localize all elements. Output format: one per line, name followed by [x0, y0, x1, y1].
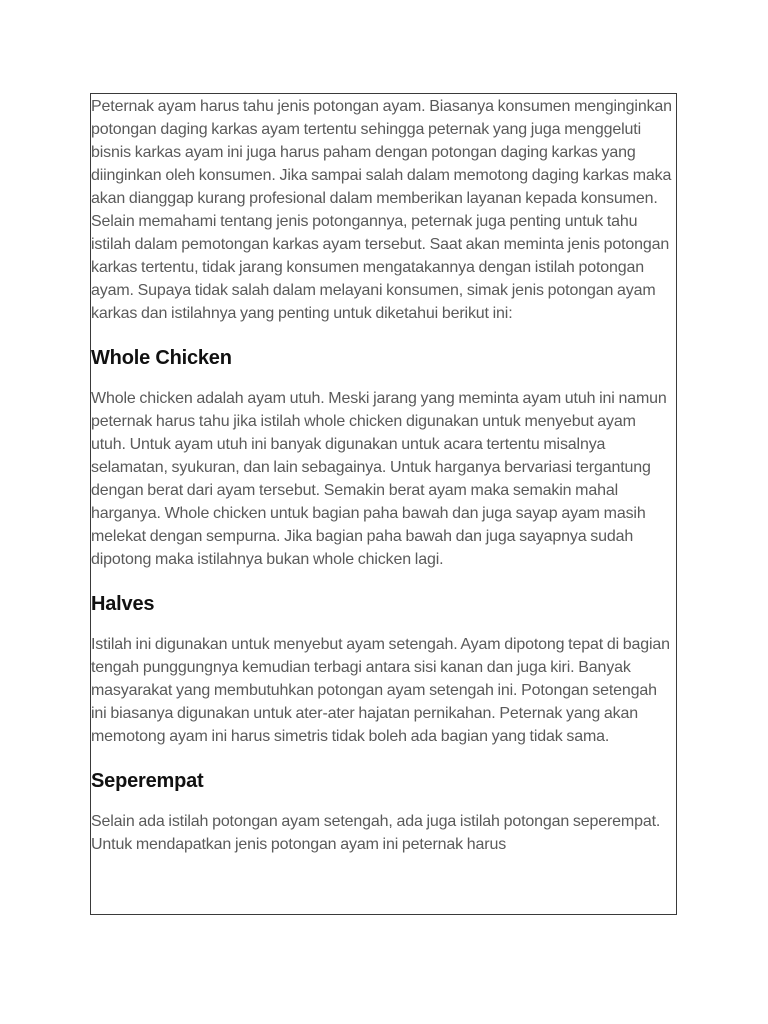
section-body-whole-chicken: Whole chicken adalah ayam utuh. Meski jarang yang meminta ayam utuh ini namun peternak harus tahu jika istilah whole chicken digunakan untuk menyebut ayam utuh. Untuk ayam utuh ini banyak digunakan untuk acara tertentu misalnya selamatan, syukuran, dan lain sebagainya. Untuk harganya bervariasi tergantung dengan berat dari ayam tersebut. Semakin berat ayam maka semakin mahal harganya. Whole chicken untuk bagian paha bawah dan juga sayap ayam masih melekat dengan sempurna. Jika bagian paha bawah dan juga sayapnya sudah dipotong maka istilahnya bukan whole chicken lagi. — [91, 390, 667, 568]
intro-paragraph: Peternak ayam harus tahu jenis potongan ayam. Biasanya konsumen menginginkan potongan daging karkas ayam tertentu sehingga peternak yang juga menggeluti bisnis karkas ayam ini juga harus paham dengan potongan daging karkas yang diinginkan oleh konsumen. Jika sampai salah dalam memotong daging karkas maka akan dianggap kurang profesional dalam memberikan layanan kepada konsumen. Selain memahami tentang jenis potongannya, peternak juga penting untuk tahu istilah dalam pemotongan karkas ayam tersebut. Saat akan meminta jenis potongan karkas tertentu, tidak jarang konsumen mengatakannya dengan istilah potongan ayam. Supaya tidak salah dalam melayani konsumen, simak jenis potongan ayam karkas dan istilahnya yang penting untuk diketahui berikut ini: — [91, 98, 672, 322]
section-heading-whole-chicken: Whole Chicken — [91, 347, 232, 369]
section-body-seperempat: Selain ada istilah potongan ayam setengah, ada juga istilah potongan seperempat. Untuk mendapatkan jenis potongan ayam ini peternak harus — [91, 813, 661, 853]
document-content — [91, 95, 676, 856]
document-page — [90, 93, 677, 915]
section-heading-halves: Halves — [91, 593, 155, 615]
section-heading-seperempat: Seperempat — [91, 770, 204, 792]
section-body-halves: Istilah ini digunakan untuk menyebut ayam setengah. Ayam dipotong tepat di bagian tengah punggungnya kemudian terbagi antara sisi kanan dan juga kiri. Banyak masyarakat yang membutuhkan potongan ayam setengah ini. Potongan setengah ini biasanya digunakan untuk ater-ater hajatan pernikahan. Peternak yang akan memotong ayam ini harus simetris tidak boleh ada bagian yang tidak sama. — [91, 636, 670, 745]
